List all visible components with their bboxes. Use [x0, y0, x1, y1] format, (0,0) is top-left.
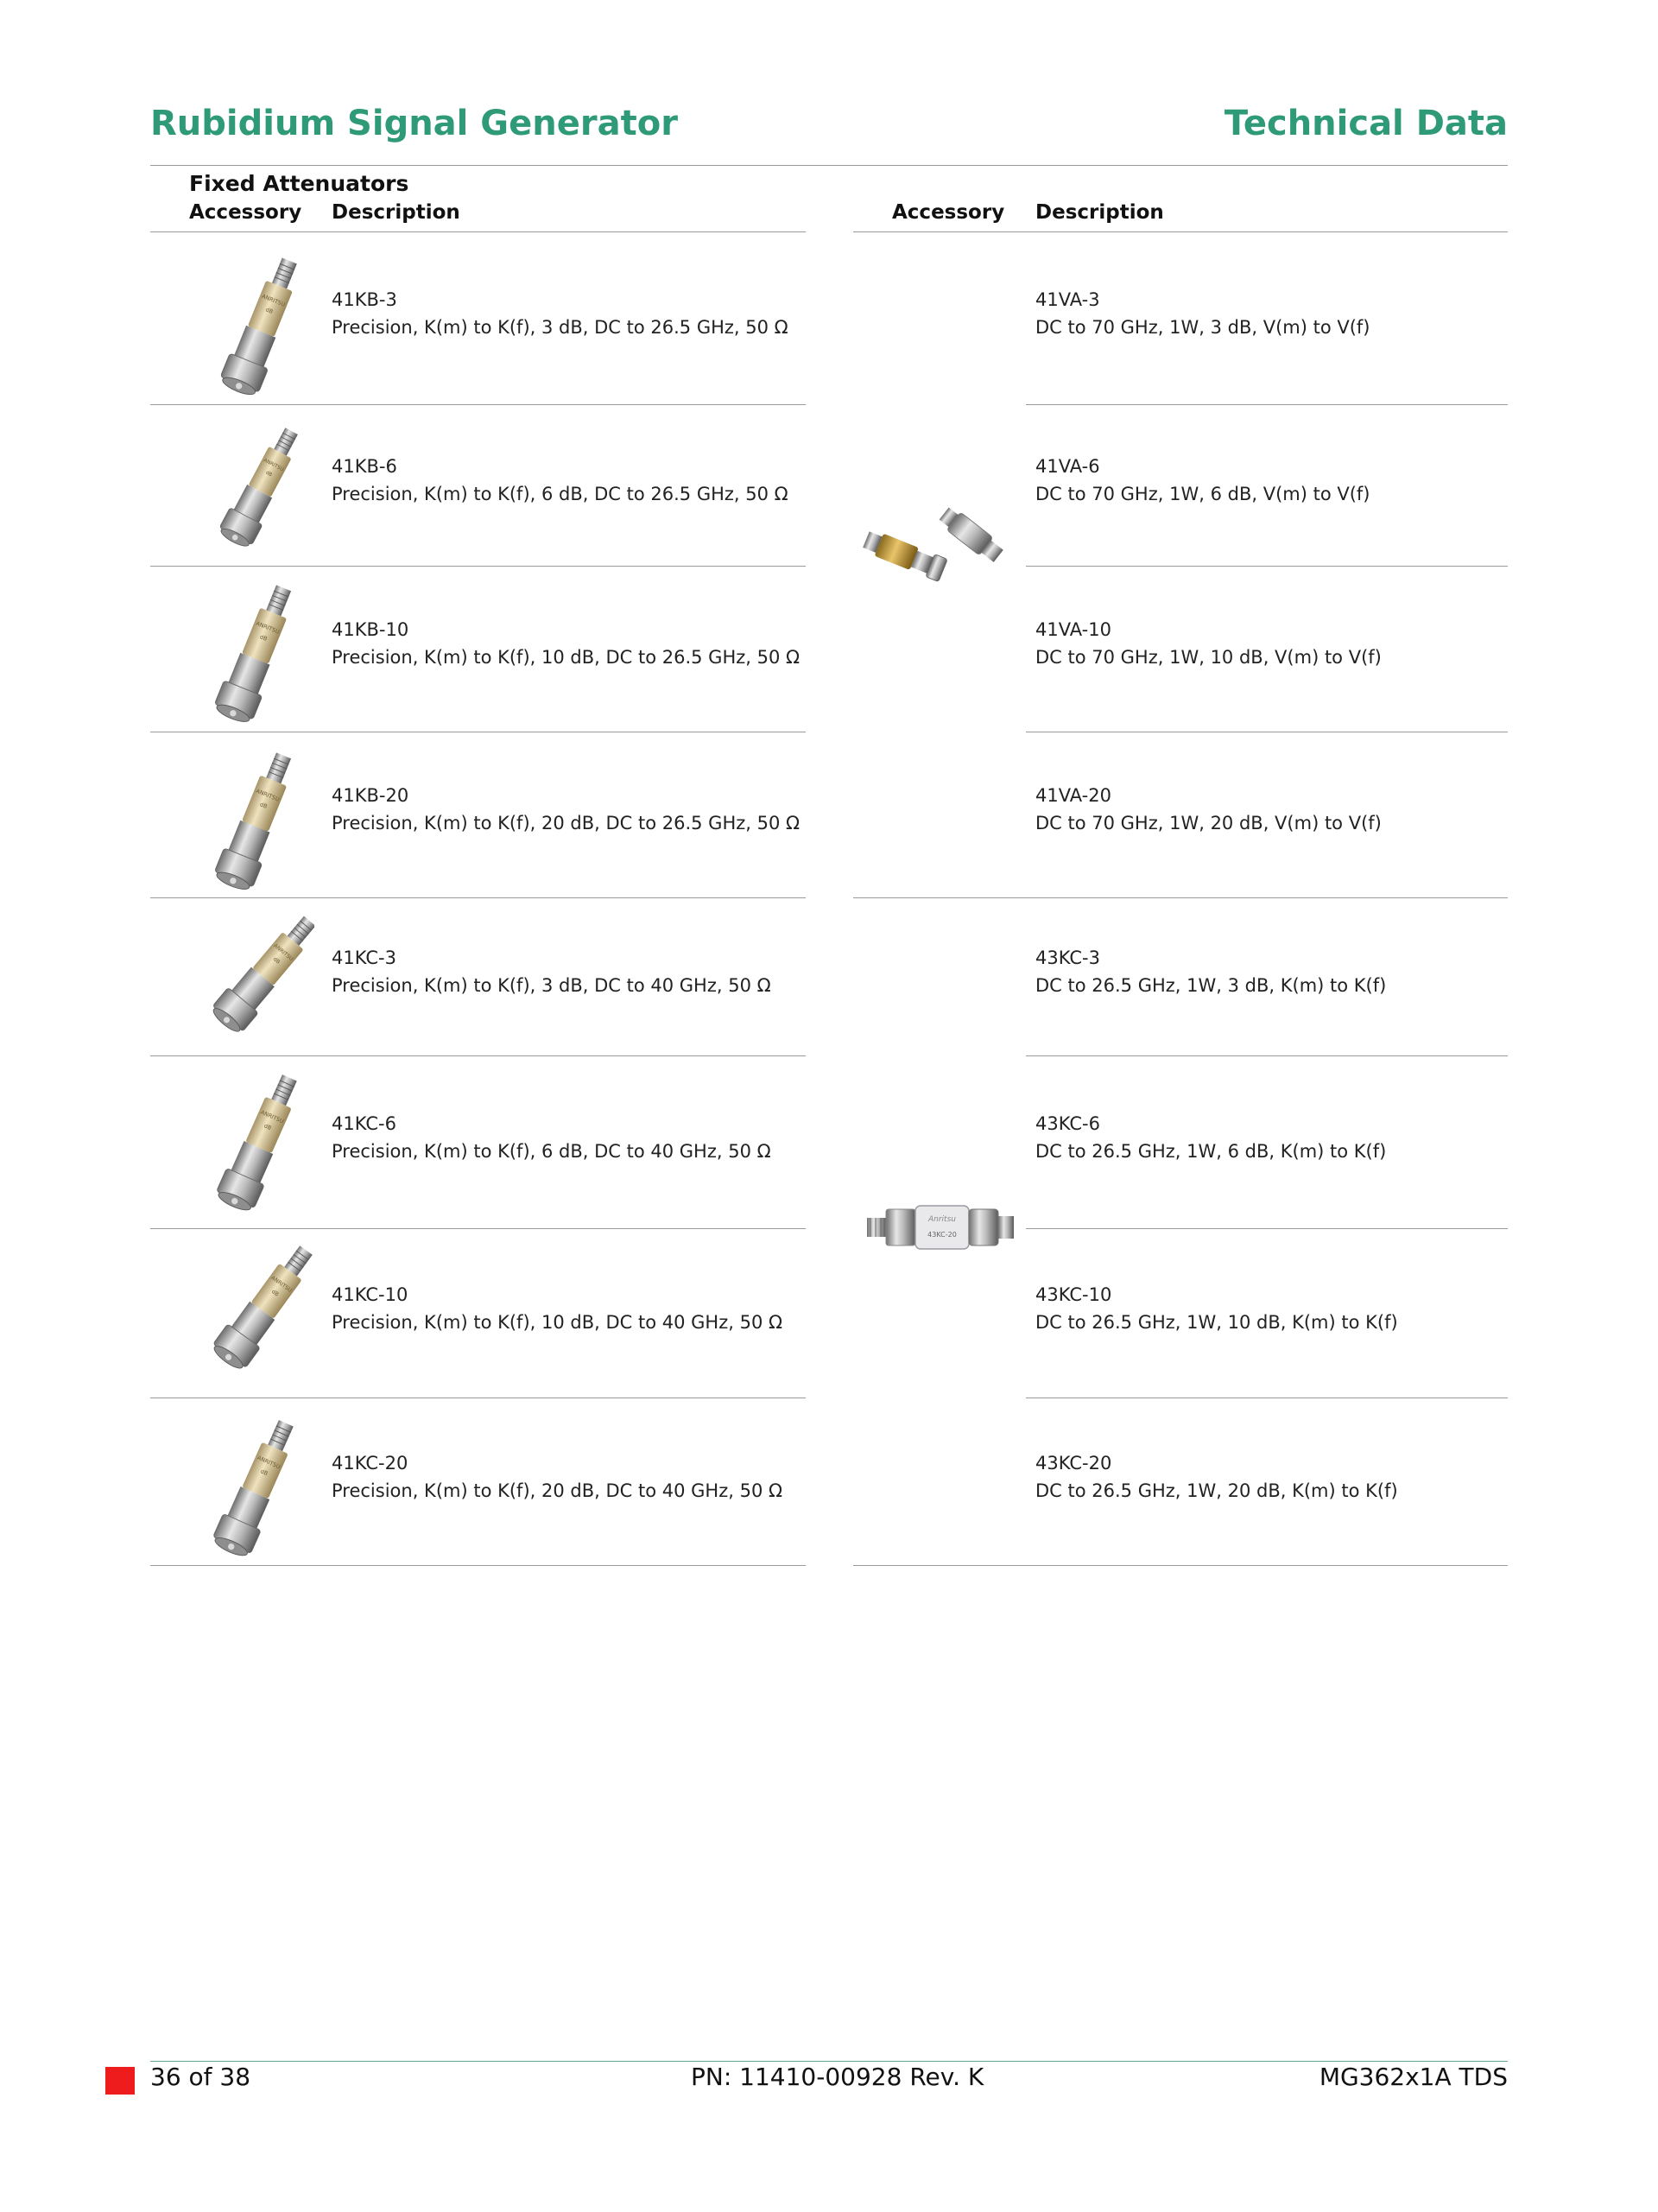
svg-text:43KC-20: 43KC-20 [927, 1231, 957, 1239]
header-rule [150, 165, 1508, 166]
page-title: Rubidium Signal Generator [150, 104, 678, 143]
left-part-description: Precision, K(m) to K(f), 3 dB, DC to 40 GHz, 50 Ω [332, 975, 771, 996]
svg-text:Anritsu: Anritsu [928, 1215, 956, 1224]
attenuator-41kb-10-image [155, 580, 311, 727]
left-col-accessory-heading: Accessory [189, 201, 302, 224]
page-number: 36 of 38 [150, 2063, 251, 2091]
right-row-divider [1026, 1228, 1508, 1229]
attenuator-41kc-3-image [159, 912, 314, 1050]
left-part-number: 41KB-6 [332, 456, 397, 477]
left-part-description: Precision, K(m) to K(f), 10 dB, DC to 40 GHz, 50 Ω [332, 1312, 783, 1333]
attenuator-41kc-20-image [155, 1417, 311, 1563]
footer-red-marker [105, 2067, 135, 2095]
left-part-number: 41KB-10 [332, 619, 409, 640]
left-col-description-heading: Description [332, 201, 460, 224]
left-part-number: 41KC-3 [332, 948, 396, 968]
right-part-number: 43KC-10 [1035, 1284, 1112, 1305]
right-col-accessory-heading: Accessory [892, 201, 1005, 224]
right-col-description-heading: Description [1035, 201, 1164, 224]
left-row-divider [150, 1228, 806, 1229]
attenuator-41kc-6-image [159, 1071, 314, 1218]
right-row-divider [1026, 404, 1508, 405]
attenuator-43kc-series-image [864, 1199, 1019, 1259]
left-row-divider [150, 1055, 806, 1056]
attenuator-41kb-6-image [161, 427, 307, 556]
right-part-number: 43KC-20 [1035, 1453, 1112, 1474]
right-group-divider [853, 897, 1508, 898]
left-part-description: Precision, K(m) to K(f), 10 dB, DC to 26.5 GHz, 50 Ω [332, 647, 801, 668]
left-part-number: 41KB-3 [332, 289, 397, 310]
document-type-title: Technical Data [1224, 104, 1508, 143]
right-part-description: DC to 26.5 GHz, 1W, 6 dB, K(m) to K(f) [1035, 1141, 1387, 1162]
right-row-divider [1026, 1055, 1508, 1056]
right-part-description: DC to 26.5 GHz, 1W, 20 dB, K(m) to K(f) [1035, 1480, 1398, 1501]
right-part-number: 41VA-6 [1035, 456, 1100, 477]
left-row-divider [150, 897, 806, 898]
left-part-description: Precision, K(m) to K(f), 6 dB, DC to 26.5 GHz, 50 Ω [332, 484, 788, 504]
right-group-divider [853, 1565, 1508, 1566]
right-part-description: DC to 26.5 GHz, 1W, 3 dB, K(m) to K(f) [1035, 975, 1387, 996]
right-part-number: 43KC-6 [1035, 1113, 1100, 1134]
document-name: MG362x1A TDS [1319, 2063, 1508, 2091]
left-part-description: Precision, K(m) to K(f), 20 dB, DC to 26.5 GHz, 50 Ω [332, 813, 801, 833]
left-part-number: 41KB-20 [332, 785, 409, 806]
right-part-description: DC to 70 GHz, 1W, 10 dB, V(m) to V(f) [1035, 647, 1382, 668]
left-part-description: Precision, K(m) to K(f), 6 dB, DC to 40 GHz, 50 Ω [332, 1141, 771, 1162]
left-part-description: Precision, K(m) to K(f), 3 dB, DC to 26.5 GHz, 50 Ω [332, 317, 788, 338]
footer-rule [150, 2061, 1508, 2062]
right-part-description: DC to 26.5 GHz, 1W, 10 dB, K(m) to K(f) [1035, 1312, 1398, 1333]
right-header-rule [853, 231, 1508, 232]
right-part-number: 41VA-10 [1035, 619, 1111, 640]
right-part-number: 43KC-3 [1035, 948, 1100, 968]
left-part-number: 41KC-6 [332, 1113, 396, 1134]
left-part-description: Precision, K(m) to K(f), 20 dB, DC to 40 GHz, 50 Ω [332, 1480, 783, 1501]
left-row-divider [150, 566, 806, 567]
right-part-description: DC to 70 GHz, 1W, 3 dB, V(m) to V(f) [1035, 317, 1370, 338]
left-part-number: 41KC-10 [332, 1284, 408, 1305]
attenuator-41kb-3-image [161, 252, 307, 401]
left-row-divider [150, 1565, 806, 1566]
section-title: Fixed Attenuators [189, 171, 409, 196]
right-part-number: 41VA-20 [1035, 785, 1111, 806]
attenuator-41va-series-image [860, 504, 1016, 599]
right-part-number: 41VA-3 [1035, 289, 1100, 310]
left-part-number: 41KC-20 [332, 1453, 408, 1474]
attenuator-41kb-20-image [155, 748, 311, 895]
left-row-divider [150, 404, 806, 405]
right-row-divider [1026, 566, 1508, 567]
attenuator-41kc-10-image [159, 1242, 314, 1389]
left-header-rule [150, 231, 806, 232]
right-part-description: DC to 70 GHz, 1W, 20 dB, V(m) to V(f) [1035, 813, 1382, 833]
part-number-revision: PN: 11410-00928 Rev. K [691, 2063, 984, 2091]
right-part-description: DC to 70 GHz, 1W, 6 dB, V(m) to V(f) [1035, 484, 1370, 504]
